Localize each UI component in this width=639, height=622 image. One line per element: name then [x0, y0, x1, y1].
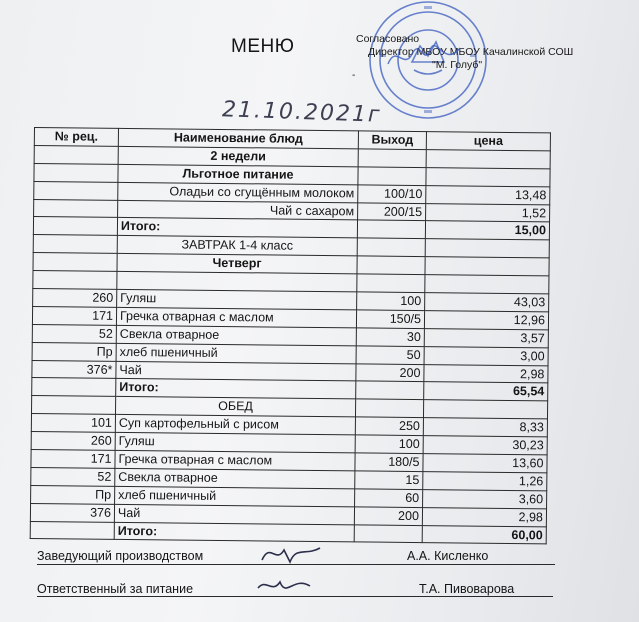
dish-name: хлеб пшеничный [115, 486, 355, 506]
nutrition-label: Ответственный за питание [37, 582, 194, 596]
dish-price: 12,96 [424, 311, 548, 330]
date-handwritten: 21.10.2021г [221, 97, 382, 128]
dish-output: 100 [357, 292, 425, 311]
menu-table [30, 127, 551, 545]
table-row: 171 Гречка отварная с маслом 180/5 13,60 [31, 450, 547, 473]
dish-name: Чай [116, 361, 356, 381]
dish-price: 1,52 [426, 203, 550, 222]
dish-name: Свекла отварное [115, 468, 355, 488]
nutrition-signature-icon [254, 574, 314, 602]
total-label: Итого: [117, 218, 357, 238]
table-row: 171 Гречка отварная с маслом 150/5 12,96 [32, 306, 548, 329]
header-code: № рец. [34, 128, 118, 147]
menu-title: МЕНЮ [231, 36, 295, 57]
dish-price: 43,03 [425, 293, 549, 312]
dish-name: Свекла отварное [116, 325, 356, 345]
director-signature-icon [384, 40, 464, 76]
dish-name: Чай с сахаром [118, 200, 358, 220]
dish-output: 250 [355, 417, 423, 436]
dish-output: 30 [356, 328, 424, 347]
table-row: Пр хлеб пшеничный 60 3,60 [31, 485, 547, 508]
header-price: цена [426, 132, 550, 151]
approval-line2: Директор МБОУ МБОУ Качалинской СОШ [368, 46, 574, 58]
dish-name: Гречка отварная с маслом [116, 307, 356, 327]
dish-name: Гуляш [115, 433, 355, 453]
dish-name: Чай [114, 504, 354, 524]
dish-price: 13,48 [426, 185, 550, 204]
dish-output: 50 [356, 346, 424, 365]
dish-name: хлеб пшеничный [116, 343, 356, 363]
dish-name: Оладьи со сгущённым молоком [118, 182, 358, 202]
dish-output: 150/5 [356, 310, 424, 329]
table-row: Пр хлеб пшеничный 50 3,00 [32, 342, 548, 365]
dish-price: 3,60 [423, 489, 547, 508]
approval-line1: Согласовано [356, 33, 420, 45]
table-row: 52 Свекла отварное 30 3,57 [32, 324, 548, 347]
dish-price: 2,98 [424, 364, 548, 383]
production-name: А.А. Кисленко [407, 549, 489, 563]
dish-name: Гуляш [117, 289, 357, 309]
dish-price: 30,23 [423, 436, 547, 455]
nutrition-name: Т.А. Пивоварова [419, 582, 515, 596]
approval-line3: "М. Голуб" [432, 59, 483, 71]
dish-price: 3,57 [424, 328, 548, 347]
total-value: 65,54 [424, 382, 548, 401]
dish-output: 15 [355, 471, 423, 490]
day-label: Четверг [117, 254, 357, 274]
benefit-label: Льготное питание [118, 164, 358, 184]
table-row: 376 Чай 200 2,98 [30, 503, 546, 526]
production-signature-icon [256, 540, 326, 568]
dish-name: Суп картофельный с рисом [115, 415, 355, 435]
production-label: Заведующий производством [37, 549, 204, 563]
dish-price: 2,98 [422, 507, 546, 526]
dish-price: 8,33 [423, 418, 547, 437]
dish-price: 1,26 [423, 472, 547, 491]
breakfast-label: ЗАВТРАК 1-4 класс [117, 236, 357, 256]
table-row: 260 Гуляш 100 30,23 [31, 432, 547, 455]
dish-output: 180/5 [355, 453, 423, 472]
total-value: 15,00 [425, 221, 549, 240]
dish-price: 3,00 [424, 346, 548, 365]
header-name: Наименование блюд [118, 128, 358, 148]
dish-output: 200 [356, 363, 424, 382]
dish-output: 200 [354, 507, 422, 526]
table-row: 376* Чай 200 2,98 [32, 360, 548, 383]
header-output: Выход [358, 131, 426, 150]
table-row: 52 Свекла отварное 15 1,26 [31, 467, 547, 490]
menu-sheet [30, 127, 551, 545]
approval-dash: - [352, 70, 356, 81]
total-label: Итого: [116, 379, 356, 399]
week-label: 2 недели [118, 146, 358, 166]
table-row: 101 Суп картофельный с рисом 250 8,33 [31, 414, 547, 437]
dish-price: 13,60 [423, 454, 547, 473]
dish-output: 60 [355, 489, 423, 508]
dish-output: 100 [355, 435, 423, 454]
total-value: 60,00 [422, 525, 546, 544]
dish-name: Гречка отварная с маслом [115, 450, 355, 470]
dish-output: 200/15 [358, 202, 426, 221]
table-row: 260 Гуляш 100 43,03 [33, 289, 549, 312]
lunch-label: ОБЕД [115, 397, 355, 417]
total-label: Итого: [114, 522, 354, 542]
dish-output: 100/10 [358, 185, 426, 204]
